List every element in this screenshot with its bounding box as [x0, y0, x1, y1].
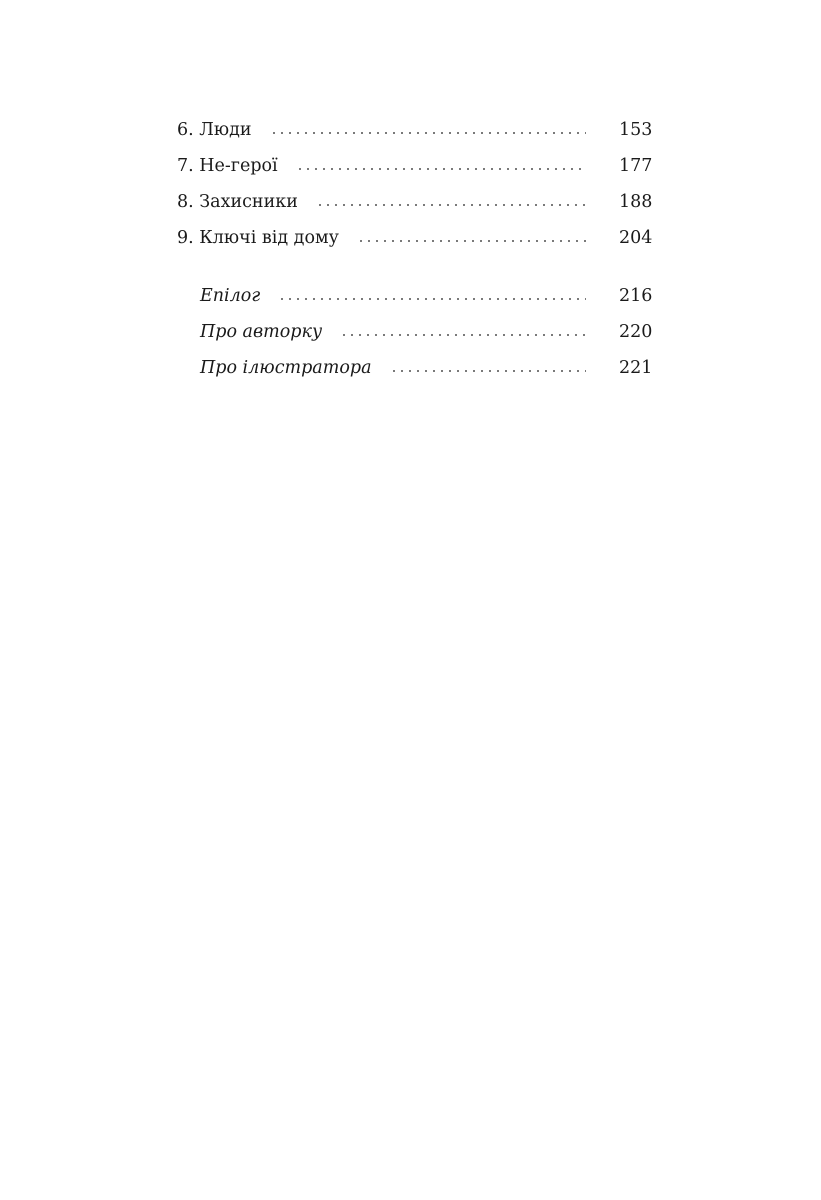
toc-entry[interactable]: [177, 220, 651, 256]
toc-entry-page-number: 188: [619, 192, 653, 212]
toc-entry-title: 8. Захисники: [177, 192, 298, 212]
toc-entry[interactable]: [177, 350, 651, 386]
chapter-list: [177, 112, 651, 256]
dot-leader: [340, 334, 586, 336]
toc-entry[interactable]: [177, 184, 651, 220]
toc-entry[interactable]: [177, 112, 651, 148]
dot-leader: [390, 370, 586, 372]
toc-entry-title: 9. Ключі від дому: [177, 228, 339, 248]
toc-entry[interactable]: [177, 278, 651, 314]
dot-leader: [278, 298, 586, 300]
toc-entry-page-number: 177: [619, 156, 653, 176]
toc-entry-page-number: 221: [619, 358, 653, 378]
toc-entry-page-number: 153: [619, 120, 653, 140]
toc-entry-title: Епілог: [200, 286, 261, 306]
dot-leader: [296, 168, 586, 170]
back-matter-list: [177, 278, 651, 386]
dot-leader: [357, 240, 586, 242]
toc-entry-page-number: 216: [619, 286, 653, 306]
dot-leader: [316, 204, 586, 206]
table-of-contents: [177, 112, 651, 386]
toc-entry-title: Про авторку: [200, 322, 323, 342]
toc-entry-title: 7. Не-герої: [177, 156, 278, 176]
toc-entry[interactable]: [177, 314, 651, 350]
toc-entry[interactable]: [177, 148, 651, 184]
toc-entry-page-number: 204: [619, 228, 653, 248]
toc-entry-title: Про ілюстратора: [200, 358, 372, 378]
toc-entry-title: 6. Люди: [177, 120, 252, 140]
dot-leader: [270, 132, 586, 134]
toc-entry-page-number: 220: [619, 322, 653, 342]
